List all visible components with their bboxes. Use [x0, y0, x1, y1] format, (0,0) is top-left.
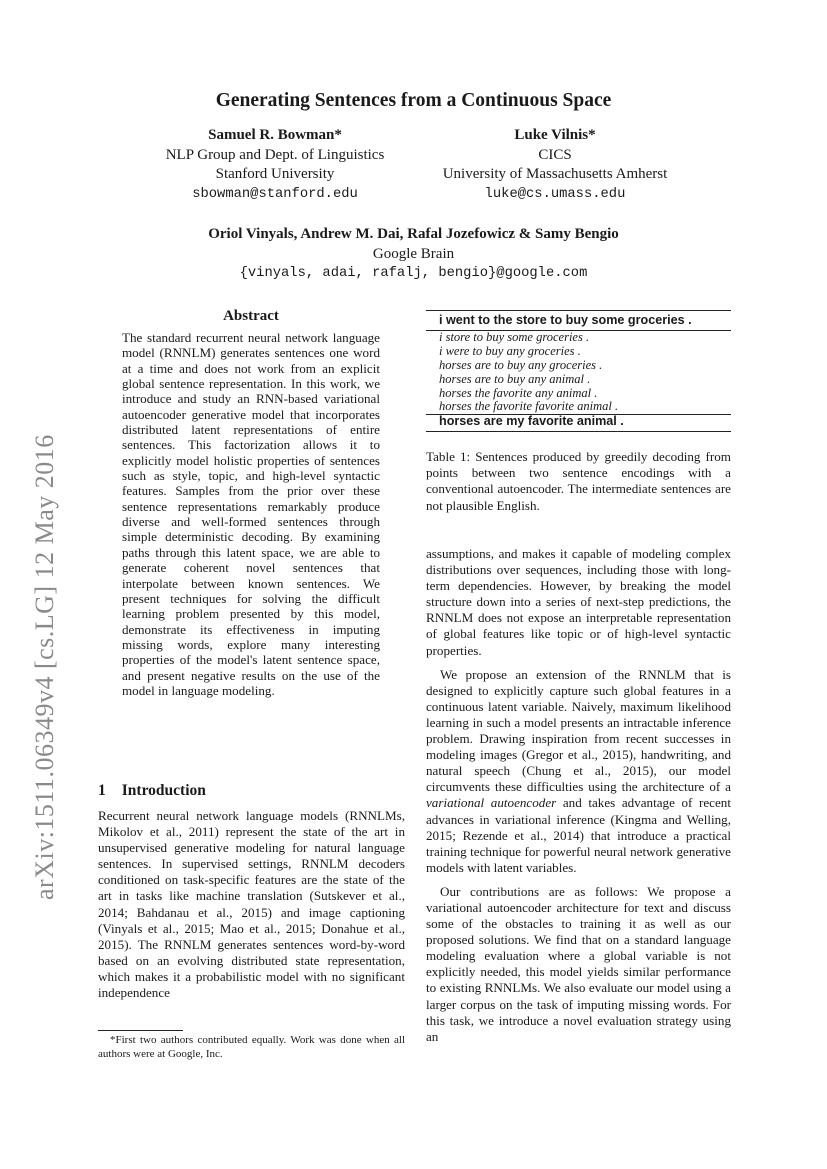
- table-row: horses are my favorite animal .: [439, 414, 624, 429]
- author-block-bowman: [140, 126, 410, 204]
- author-block-google: [100, 225, 727, 284]
- emphasis-text: variational autoencoder: [426, 795, 557, 811]
- paragraph-text: Recurrent neural network language models (RNNLMs, Mikolov et al., 2011) represent the state of the art in unsupervised generative modeling for natural language sentences. In supervised settings, RNNLM decoders conditioned on task-specific features are the state of the art in tasks like machine translation (Sutskever et al., 2014; Bahdanau et al., 2015) and image captioning (Vinyals et al., 2015; Mao et al., 2015; Donahue et al., 2015). The RNNLM generates sentences word-by-word based on an evolving distributed state representation, which makes it a probabilistic model with no significant independence: [98, 808, 405, 1001]
- text-run: and takes advantage of recent advances in variational inference (Kingma and Welling, 2015; Rezende et al., 2014) that introduce a practical training technique for powerful neural network generative models with latent variables.: [426, 795, 731, 875]
- table-caption: Table 1: Sentences produced by greedily decoding from points between two sentence encodings with a conventional autoencoder. The intermediate sentences are not plausible English.: [426, 449, 731, 513]
- table-row: horses are to buy any animal .: [439, 371, 591, 386]
- footnote-rule: [98, 1030, 183, 1031]
- author-affiliation: NLP Group and Dept. of Linguistics: [165, 146, 385, 163]
- paragraph-text: assumptions, and makes it capable of modeling complex distributions over sequences, including those with long-term dependencies. However, by breaking the model structure down into a series of next-step predictions, the RNNLM does not expose an interpretable representation of global features like topic or of high-level syntactic properties.: [426, 546, 731, 658]
- paragraph-text: Our contributions are as follows: We propose a variational autoencoder architecture for text and discuss some of the obstacles to training it as well as our proposed solutions. We find that on a standard language modeling evaluation where a global variable is not explicitly needed, this model yields similar performance to existing RNNLMs. We also evaluate our model using a larger corpus on the task of imputing missing words. For this task, we introduce a novel evaluation strategy using an: [426, 883, 731, 1044]
- author-affiliation: Google Brain: [372, 245, 455, 262]
- arxiv-identifier: arXiv:1511.06349v4 [cs.LG] 12 May 2016: [30, 434, 59, 900]
- author-email: luke@cs.umass.edu: [484, 186, 626, 202]
- author-email: sbowman@stanford.edu: [192, 186, 358, 202]
- table-bottom-rule: [426, 431, 731, 432]
- author-name: Luke Vilnis*: [514, 127, 596, 143]
- abstract-body: The standard recurrent neural network language model (RNNLM) generates sentences one word at a time and does not work from an explicit global sentence representation. In this work, we introduce and study an RNN-based variational autoencoder generative model that incorporates distributed latent representations of entire sentences. This factorization allows it to explicitly model holistic properties of sentences such as style, topic, and high-level syntactic features. Samples from the prior over these sentence representations remarkably produce diverse and well-formed sentences through simple deterministic decoding. By examining paths through this latent space, we are able to generate coherent novel sentences that interpolate between known sentences. We present techniques for solving the difficult learning problem presented by this model, demonstrate its effectiveness in imputing missing words, explore many interesting properties of the model's latent sentence space, and present negative results on the use of the model in language modeling.: [122, 330, 380, 698]
- table-1: [426, 310, 731, 432]
- author-affiliation: Stanford University: [215, 166, 335, 182]
- intro-paragraph: [98, 808, 405, 1001]
- table-row: horses are to buy any groceries .: [439, 357, 603, 372]
- section-number: 1: [98, 782, 106, 799]
- author-affiliation: CICS: [538, 146, 572, 163]
- section-heading-introduction: [98, 782, 206, 800]
- paragraph-text: [426, 667, 731, 876]
- table-row: i store to buy some groceries .: [439, 329, 590, 344]
- footnote: *First two authors contributed equally. Work was done when all authors were at Google, Inc.: [98, 1034, 405, 1060]
- paper-title: Generating Sentences from a Continuous Space: [215, 90, 612, 111]
- table-row: i went to the store to buy some groceries .: [439, 313, 692, 327]
- author-block-vilnis: [410, 126, 700, 204]
- author-emails: {vinyals, adai, rafalj, bengio}@google.com: [239, 266, 588, 281]
- abstract-heading: Abstract: [223, 308, 279, 324]
- author-name: Samuel R. Bowman*: [208, 127, 342, 143]
- section-title: Introduction: [121, 782, 206, 799]
- table-row: i were to buy any groceries .: [439, 343, 581, 358]
- text-run: We propose an extension of the RNNLM that is designed to explicitly capture such global features in a continuous latent variable. Naively, maximum likelihood learning in such a model presents an intractable inference problem. Drawing inspiration from recent successes in modeling images (Gregor et al., 2015), handwriting, and natural speech (Chung et al., 2015), our model circumvents these difficulties using the architecture of a: [426, 666, 731, 795]
- author-affiliation: University of Massachusetts Amherst: [442, 166, 668, 182]
- table-row: horses the favorite any animal .: [439, 385, 598, 400]
- table-row: horses the favorite favorite animal .: [439, 399, 619, 414]
- right-column: [426, 546, 731, 1045]
- author-names: Oriol Vinyals, Andrew M. Dai, Rafal Jozefowicz & Samy Bengio: [208, 226, 619, 242]
